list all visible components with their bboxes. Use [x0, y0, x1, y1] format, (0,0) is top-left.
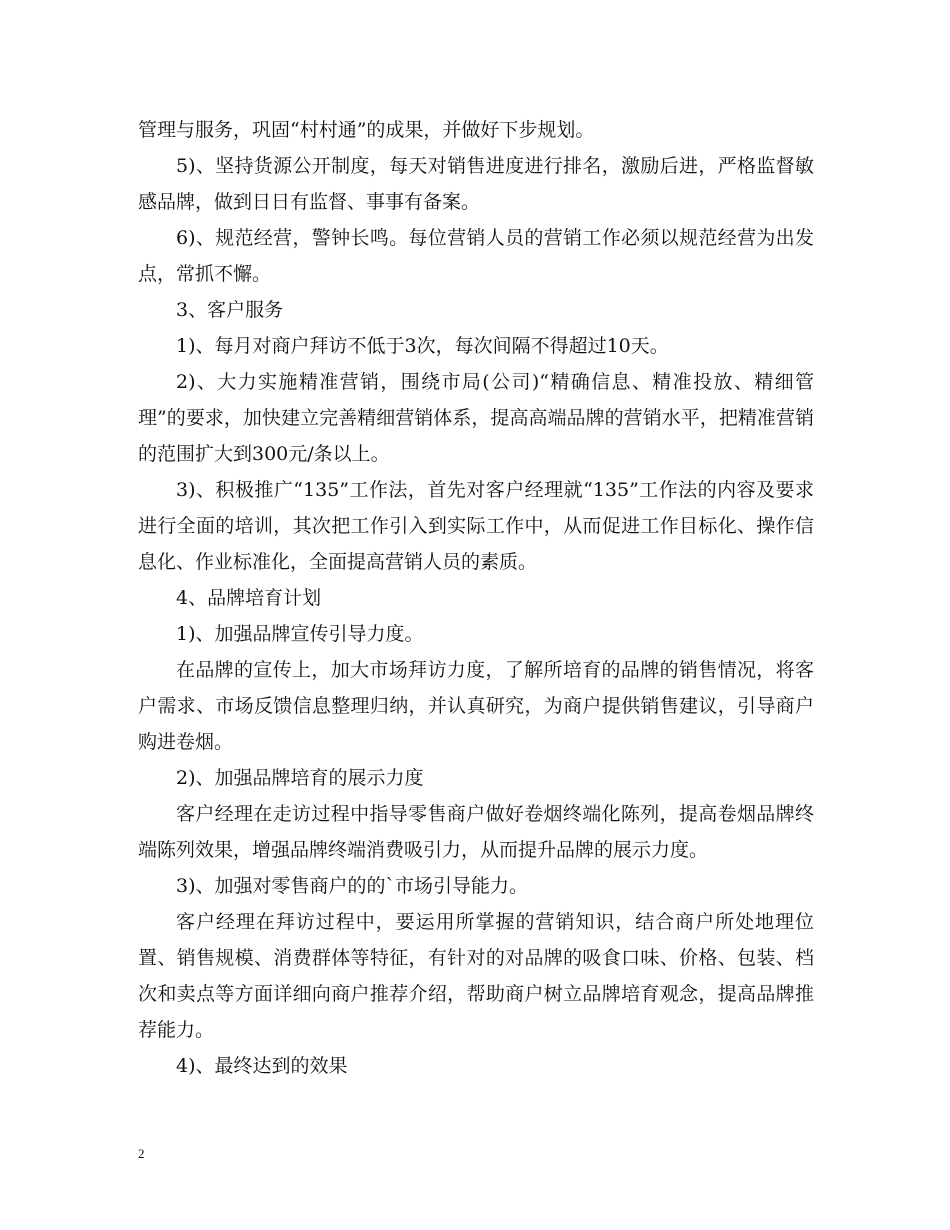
paragraph-10: 2)、加强品牌培育的展示力度 [176, 767, 424, 789]
paragraph-14: 4)、最终达到的效果 [176, 1055, 348, 1077]
section-heading-customer-service: 3、客户服务 [176, 299, 284, 321]
paragraph-9: 在品牌的宣传上，加大市场拜访力度，了解所培育的品牌的销售情况，将客户需求、市场反馈信息整理归纳，并认真研究，为商户提供销售建议，引导商户购进卷烟。 [138, 659, 814, 753]
paragraph-12: 3)、加强对零售商户的的`市场引导能力。 [176, 875, 529, 897]
paragraph-0: 管理与服务，巩固“村村通”的成果，并做好下步规划。 [138, 119, 595, 141]
paragraph-13: 客户经理在拜访过程中，要运用所掌握的营销知识，结合商户所处地理位置、销售规模、消费群体等特征，有针对的对品牌的吸食口味、价格、包装、档次和卖点等方面详细向商户推荐介绍，帮助商户树立品牌培育观念，提高品牌推荐能力。 [138, 911, 814, 1041]
paragraph-11: 客户经理在走访过程中指导零售商户做好卷烟终端化陈列，提高卷烟品牌终端陈列效果，增强品牌终端消费吸引力，从而提升品牌的展示力度。 [138, 803, 814, 861]
paragraph-5: 2)、大力实施精准营销，围绕市局(公司)“精确信息、精准投放、精细管理”的要求，加快建立完善精细营销体系，提高高端品牌的营销水平，把精准营销的范围扩大到300元/条以上。 [138, 371, 814, 465]
paragraph-1: 5)、坚持货源公开制度，每天对销售进度进行排名，激励后进，严格监督敏感品牌，做到日日有监督、事事有备案。 [138, 155, 814, 213]
document-body [138, 112, 814, 1084]
paragraph-2: 6)、规范经营，警钟长鸣。每位营销人员的营销工作必须以规范经营为出发点，常抓不懈。 [138, 227, 814, 285]
section-heading-brand-plan: 4、品牌培育计划 [176, 587, 322, 609]
paragraph-8: 1)、加强品牌宣传引导力度。 [176, 623, 424, 645]
paragraph-4: 1)、每月对商户拜访不低于3次，每次间隔不得超过10天。 [176, 335, 669, 357]
paragraph-6: 3)、积极推广“135”工作法，首先对客户经理就“135”工作法的内容及要求进行全面的培训，其次把工作引入到实际工作中，从而促进工作目标化、操作信息化、作业标准化，全面提高营销人员的素质。 [138, 479, 814, 573]
page-number: 2 [138, 1146, 145, 1161]
